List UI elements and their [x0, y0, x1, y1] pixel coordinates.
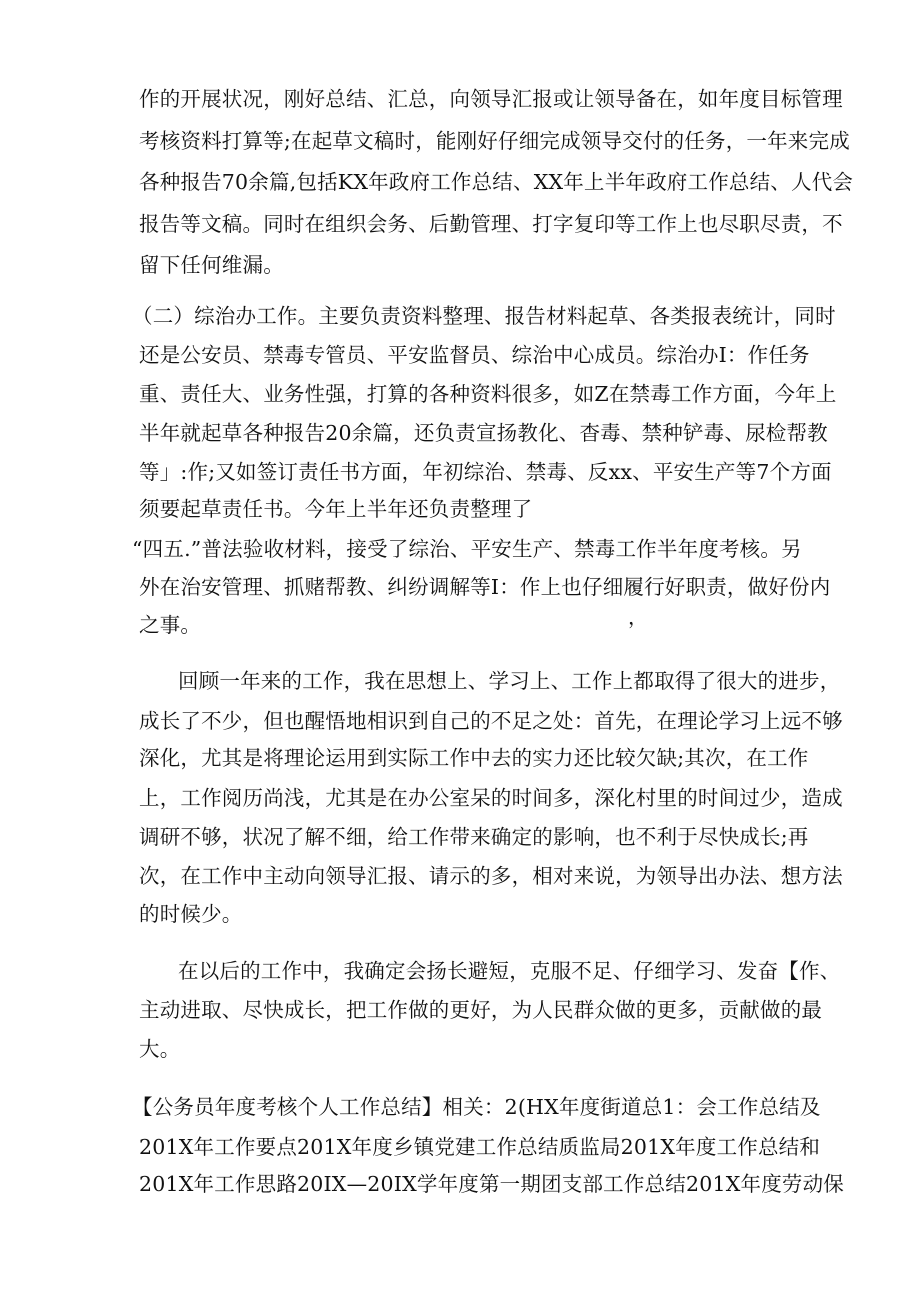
text-line: 等」:作;又如签订责任书方面，年初综治、禁毒、反xx、平安生产等7个方面 — [139, 460, 832, 484]
text-line: （二）综治办工作。主要负责资料整理、报告材料起草、各类报表统计，同时 — [132, 304, 836, 328]
text-line: 主动进取、尽快成长，把工作做的更好，为人民群众做的更多，贡献做的最 — [139, 998, 823, 1022]
text-line: “四五.”普法验收材料，接受了综治、平安生产、禁毒工作半年度考核。另 — [132, 537, 802, 561]
text-line: 半年就起草各种报告20余篇，还负责宣扬教化、杳毒、禁种铲毒、尿检帮教 — [139, 421, 828, 445]
text-line: 考核资料打算等;在起草文稿时，能刚好仔细完成领导交付的任务，一年来完成 — [139, 129, 850, 153]
text-line: 大。 — [139, 1037, 181, 1061]
stray-comma: ， — [628, 605, 648, 629]
related-line: 201X年工作思路20IX—20IX学年度第一期团支部工作总结201X年度劳动保 — [139, 1172, 844, 1196]
text-line: 外在治安管理、抓赌帮教、纠纷调解等I：作上也仔细履行好职责，做好份内 — [139, 575, 831, 599]
text-line: 重、责任大、业务性强，打算的各种资料很多，如Z在禁毒工作方面，今年上 — [139, 382, 837, 406]
text-line: 留下任何维漏。 — [139, 253, 284, 277]
text-line: 还是公安员、禁毒专管员、平安监督员、综治中心成员。综治办I：作任务 — [139, 343, 810, 367]
text-line: 上，工作阅历尚浅，尤其是在办公室呆的时间多，深化村里的时间过少，造成 — [139, 786, 843, 810]
text-line: 作的开展状况，刚好总结、汇总，向领导汇报或让领导备在，如年度目标管理 — [139, 87, 843, 111]
text-line: 的时候少。 — [139, 902, 243, 926]
text-line: 须要起草责任书。今年上半年还负责整理了 — [139, 497, 533, 521]
text-line: 成长了不少，但也醒悟地相识到自己的不足之处：首先，在理论学习上远不够 — [139, 709, 843, 733]
text-line: 回顾一年来的工作，我在思想上、学习上、工作上都取得了很大的进步， — [178, 669, 841, 693]
text-line: 次，在工作中主动向领导汇报、请示的多，相对来说，为领导出办法、想方法 — [139, 864, 843, 888]
text-line: 报告等文稿。同时在组织会务、后勤管理、打字复印等工作上也尽职尽责，不 — [139, 212, 843, 236]
text-line: 在以后的工作中，我确定会扬长避短，克服不足、仔细学习、发奋【作、 — [178, 959, 841, 983]
related-line: 201X年工作要点201X年度乡镇党建工作总结质监局201X年度工作总结和 — [139, 1135, 821, 1159]
text-line: 之事。 — [139, 613, 202, 637]
related-line: 【公务员年度考核个人工作总结】相关：2(HX年度街道总1：会工作总结及 — [132, 1095, 821, 1119]
text-line: 深化，尤其是将理论运用到实际工作中去的实力还比较欠缺;其次，在工作 — [139, 746, 809, 770]
text-line: 调研不够，状况了解不细，给工作带来确定的影响，也不利于尽快成长;再 — [139, 825, 809, 849]
text-line: 各种报告70余篇,包括KX年政府工作总结、XX年上半年政府工作总结、人代会 — [139, 170, 854, 194]
